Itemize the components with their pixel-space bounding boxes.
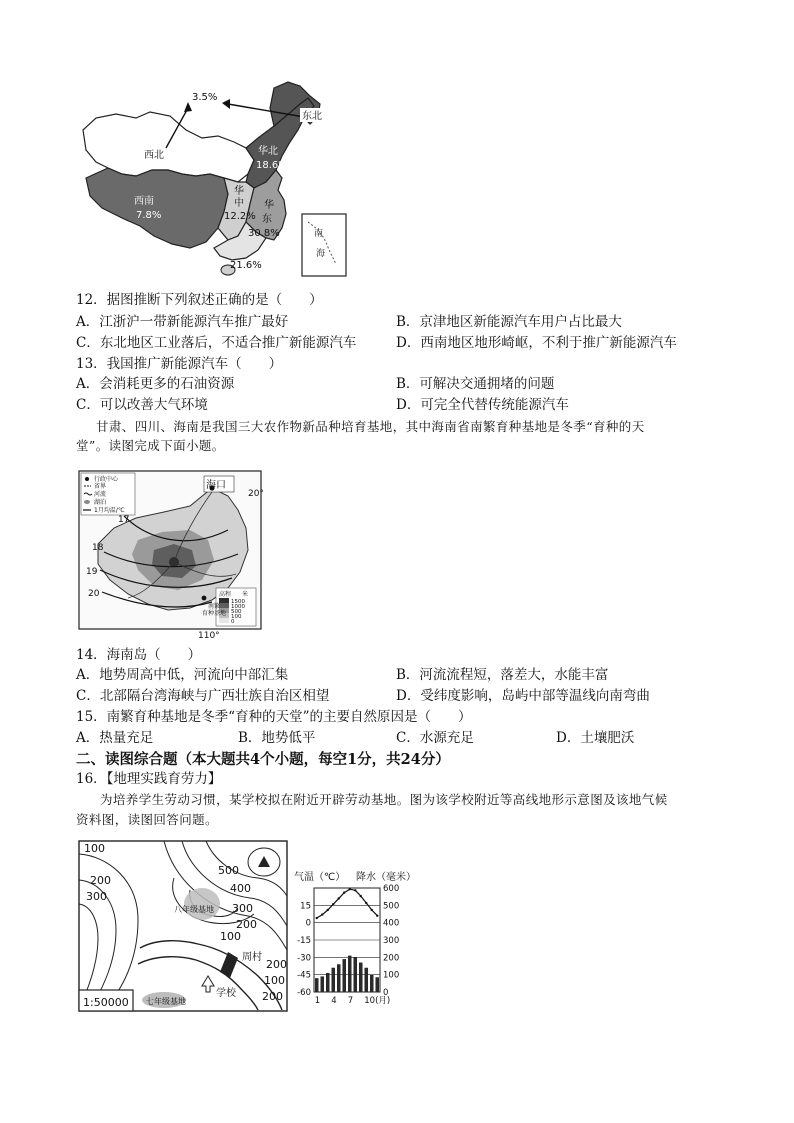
iso-20-label: 20 bbox=[88, 589, 100, 599]
china-nev-map bbox=[78, 78, 350, 286]
q13-option-a[interactable]: A．会消耗更多的石油资源 bbox=[76, 376, 235, 392]
base8-area bbox=[184, 888, 220, 920]
iso-17-label: 17 bbox=[118, 515, 130, 525]
precip-bar bbox=[353, 957, 357, 992]
northwest-label: 西北 bbox=[144, 150, 164, 161]
precip-bar bbox=[370, 975, 374, 992]
q15-option-a[interactable]: A．热量充足 bbox=[76, 730, 154, 746]
base7-label: 七年级基地 bbox=[146, 997, 186, 1006]
q14-option-a[interactable]: A．地势周高中低，河流向中部汇集 bbox=[76, 667, 289, 683]
climate-plot bbox=[297, 884, 399, 1006]
iso-18-label: 18 bbox=[92, 543, 104, 553]
precip-tick-label: 100 bbox=[383, 970, 400, 981]
elev-level-0: 1500 bbox=[231, 599, 245, 605]
q12-option-d[interactable]: D．西南地区地形崎岖，不利于推广新能源汽车 bbox=[396, 335, 677, 351]
month-tick-label: 4 bbox=[331, 996, 337, 1006]
month-tick-label: 7 bbox=[347, 996, 354, 1006]
temperature-point bbox=[354, 889, 356, 891]
temperature-point bbox=[371, 909, 373, 911]
intro1-line2: 堂”。读图完成下面小题。 bbox=[76, 438, 225, 453]
base8-label: 八年级基地 bbox=[174, 905, 214, 914]
elev-level-2: 500 bbox=[231, 609, 242, 615]
east-label-1: 华 bbox=[264, 200, 274, 211]
q14-option-d[interactable]: D．受纬度影响，岛屿中部等温线向南弯曲 bbox=[396, 688, 650, 704]
q12-option-b[interactable]: B．京津地区新能源汽车用户占比最大 bbox=[396, 314, 622, 330]
village-label: 周村 bbox=[242, 952, 262, 963]
central-label-2: 中 bbox=[234, 198, 244, 209]
contour-label-4: 400 bbox=[230, 882, 251, 895]
q12-option-c[interactable]: C．东北地区工业落后，不适合推广新能源汽车 bbox=[76, 335, 357, 351]
legend-item-3: 湖泊 bbox=[94, 499, 107, 506]
q13-option-c[interactable]: C．可以改善大气环境 bbox=[76, 397, 208, 413]
contour-label-3: 500 bbox=[218, 864, 239, 877]
precip-bar bbox=[359, 963, 363, 992]
longitude-label: 110° bbox=[198, 631, 220, 641]
month-tick-label: 10(月) bbox=[364, 996, 391, 1006]
temperature-point bbox=[365, 902, 367, 904]
contour-label-9: 200 bbox=[262, 990, 283, 1003]
precip-bar bbox=[315, 978, 319, 992]
climate-chart bbox=[292, 868, 424, 1014]
contour-label-5: 300 bbox=[232, 902, 253, 915]
temperature-point bbox=[332, 903, 334, 905]
temp-axis-label: 气温（℃） bbox=[294, 872, 346, 883]
southwest-label: 西南 bbox=[134, 196, 154, 207]
precip-bar bbox=[326, 973, 330, 992]
south-sea-inset bbox=[302, 214, 346, 276]
temp-tick-label: -45 bbox=[297, 970, 311, 981]
q12-stem: 12．据图推断下列叙述正确的是（ ） bbox=[76, 292, 323, 308]
south-pct-label: 21.6% bbox=[230, 260, 262, 271]
q15-stem: 15．南繁育种基地是冬季“育种的天堂”的主要自然原因是（ ） bbox=[76, 709, 472, 725]
precip-bar bbox=[364, 968, 368, 992]
inset-label-1: 南 bbox=[314, 229, 324, 239]
contour-label-8: 200 bbox=[266, 958, 287, 971]
contour-label-0: 100 bbox=[84, 842, 105, 855]
hainan-map bbox=[78, 470, 274, 642]
temperature-point bbox=[349, 888, 351, 890]
q14-option-b[interactable]: B．河流流程短，落差大，水能丰富 bbox=[396, 667, 609, 683]
q15-option-b[interactable]: B．地势低平 bbox=[238, 730, 316, 746]
precip-bar bbox=[375, 977, 379, 992]
q14-option-c[interactable]: C．北部隔台湾海峡与广西壮族自治区相望 bbox=[76, 688, 330, 704]
breeding-base-marker bbox=[202, 596, 207, 601]
iso-19-label: 19 bbox=[86, 567, 98, 577]
east-label-2: 东 bbox=[262, 214, 272, 225]
temp-tick-label: -60 bbox=[297, 988, 311, 998]
northeast-label: 东北 bbox=[302, 111, 322, 122]
elev-level-3: 100 bbox=[231, 614, 242, 620]
temp-tick-label: 15 bbox=[300, 901, 311, 912]
q13-stem: 13．我国推广新能源汽车（ ） bbox=[76, 356, 283, 372]
q16-intro-line1: 为培养学生劳动习惯，某学校拟在附近开辟劳动基地。图为该学校附近等高线地形示意图及该地气候 bbox=[100, 792, 668, 807]
contour-label-6: 200 bbox=[236, 918, 257, 931]
precip-tick-label: 300 bbox=[383, 936, 400, 946]
elevation-title: 高程 bbox=[219, 591, 232, 598]
elevation-unit: 米 bbox=[242, 591, 249, 598]
q12-option-a[interactable]: A．江浙沪一带新能源汽车推广最好 bbox=[76, 314, 289, 330]
legend-item-0: 行政中心 bbox=[94, 476, 119, 483]
elev-level-4: 0 bbox=[231, 619, 235, 625]
southwest-pct-label: 7.8% bbox=[136, 210, 162, 221]
region-southwest bbox=[86, 168, 228, 248]
precip-tick-label: 500 bbox=[383, 901, 400, 912]
precip-bar bbox=[348, 956, 352, 992]
elev-level-1: 1000 bbox=[231, 604, 245, 610]
q13-option-d[interactable]: D．可完全代替传统能源汽车 bbox=[396, 397, 569, 413]
legend-item-4: 1月均温/℃ bbox=[94, 507, 125, 514]
precip-tick-label: 0 bbox=[383, 988, 389, 998]
temperature-point bbox=[343, 891, 345, 893]
q13-option-b[interactable]: B．可解决交通拥堵的问题 bbox=[396, 376, 555, 392]
precip-bar bbox=[337, 964, 341, 992]
intro1-line1: 甘肃、四川、海南是我国三大农作物新品种培育基地，其中海南省南繁育种基地是冬季“育种的天 bbox=[96, 419, 645, 434]
temperature-point bbox=[376, 915, 378, 917]
temperature-point bbox=[338, 897, 340, 899]
temp-tick-label: 0 bbox=[305, 918, 311, 929]
haikou-label: 海口 bbox=[206, 480, 226, 491]
central-label-1: 华 bbox=[234, 186, 244, 197]
scale-label: 1:50000 bbox=[83, 996, 129, 1009]
pct-top-label: 3.5% bbox=[192, 92, 218, 103]
q16-title: 16．【地理实践育劳力】 bbox=[76, 771, 222, 787]
precip-bar bbox=[331, 968, 335, 992]
legend-item-2: 河流 bbox=[94, 491, 107, 498]
temperature-point bbox=[360, 895, 362, 897]
inset-label-2: 海 bbox=[316, 249, 326, 259]
precip-bar bbox=[320, 976, 324, 992]
north-pct-label: 18.6% bbox=[256, 160, 288, 171]
q15-option-c[interactable]: C．水源充足 bbox=[396, 730, 474, 746]
month-tick-label: 1 bbox=[314, 996, 321, 1006]
precip-tick-label: 600 bbox=[383, 884, 400, 894]
temp-tick-label: -15 bbox=[297, 936, 311, 946]
contour-label-2: 300 bbox=[86, 890, 107, 903]
temperature-point bbox=[327, 909, 329, 911]
temperature-point bbox=[321, 913, 323, 915]
precip-axis-label: 降水（毫米） bbox=[356, 872, 416, 883]
precip-bar bbox=[342, 959, 346, 992]
q14-stem: 14．海南岛（ ） bbox=[76, 647, 202, 663]
contour-label-10: 100 bbox=[264, 974, 285, 987]
latitude-label: 20° bbox=[248, 489, 264, 499]
precip-tick-label: 200 bbox=[383, 953, 400, 964]
q16-intro-line2: 资料图，读图回答问题。 bbox=[76, 812, 218, 827]
temp-tick-label: -30 bbox=[297, 953, 311, 964]
school-label: 学校 bbox=[216, 988, 236, 999]
legend-item-1: 省界 bbox=[94, 483, 107, 490]
precip-tick-label: 400 bbox=[383, 918, 400, 929]
q15-option-d[interactable]: D．土壤肥沃 bbox=[556, 730, 635, 746]
temperature-point bbox=[316, 917, 318, 919]
north-label: 华北 bbox=[258, 146, 278, 157]
breeding-base-label-2: 育种基地 bbox=[202, 610, 227, 617]
central-pct-label: 12.2% bbox=[224, 211, 256, 222]
contour-label-1: 200 bbox=[90, 874, 111, 887]
east-pct-label: 30.8% bbox=[248, 228, 280, 239]
section2-heading: 二、读图综合题（本大题共4个小题，每空1分，共24分） bbox=[76, 751, 450, 768]
contour-label-7: 100 bbox=[220, 930, 241, 943]
contour-map bbox=[78, 840, 290, 1014]
breeding-base-label-1: 南繁 bbox=[208, 603, 221, 610]
